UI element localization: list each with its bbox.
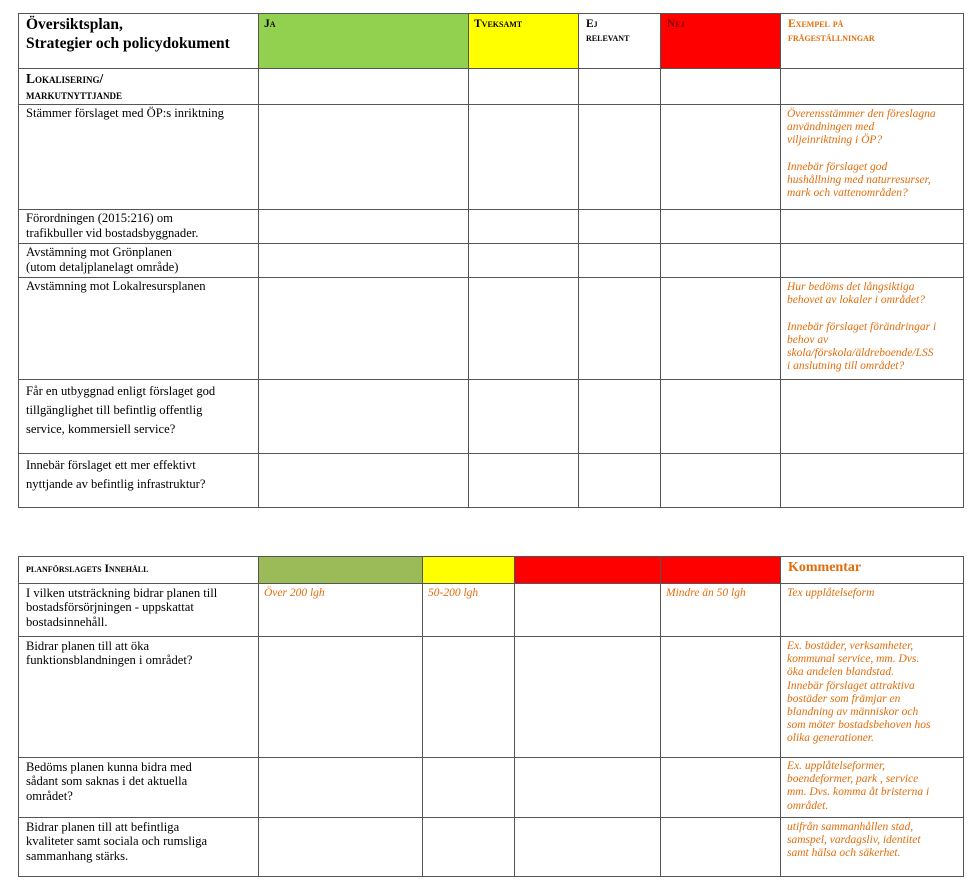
red-header-fill-1: [514, 557, 660, 583]
comment-kvaliteter: utifrån sammanhållen stad, samspel, vardagsliv, identitet samt hälsa och säkerhet.: [787, 821, 921, 860]
oversiktsplan-header: Översiktsplan, Strategier och policydokument: [26, 16, 230, 52]
ej-relevant-header: Ej relevant: [586, 18, 630, 44]
example-op-inriktning: Överensstämmer den föreslagna användningen med viljeinriktning i ÖP? Innebär förslaget god hushållning med naturresurser, mark och vattenområden?: [787, 108, 936, 200]
ja-header-fill: [258, 14, 468, 68]
row-gronplanen: Avstämning mot Grönplanen (utom detaljplanelagt område): [26, 245, 179, 274]
yellow-header-fill: [422, 557, 514, 583]
comment-saknas: Ex. upplåtelseformer, boendeformer, park , service mm. Dvs. komma åt bristerna i området.: [787, 760, 930, 812]
row-lokalresursplanen: Avstämning mot Lokalresursplanen: [26, 279, 206, 293]
option-mindre-50: Mindre än 50 lgh: [666, 587, 746, 599]
tveksamt-header: Tveksamt: [474, 18, 523, 30]
row-bostadsforsorjning: I vilken utsträckning bidrar planen till bostadsförsörjningen - uppskattat bostadsinnehåll.: [26, 586, 218, 629]
red-header-fill-2: [660, 557, 780, 583]
row-op-inriktning: Stämmer förslaget med ÖP:s inriktning: [26, 106, 224, 120]
row-forordningen: Förordningen (2015:216) om trafikbuller vid bostadsbyggnader.: [26, 211, 199, 240]
option-50-200: 50-200 lgh: [428, 587, 479, 599]
nej-header: Nej: [667, 18, 685, 30]
row-kvaliteter: Bidrar planen till att befintliga kvaliteter samt sociala och rumsliga sammanhang stärks.: [26, 820, 208, 863]
ja-header: Ja: [264, 18, 276, 30]
kommentar-header: Kommentar: [788, 560, 862, 575]
row-saknas: Bedöms planen kunna bidra med sådant som saknas i det aktuella området?: [26, 760, 192, 803]
exempel-header: Exempel på frågeställningar: [788, 18, 875, 44]
example-lokalresursplanen: Hur bedöms det långsiktiga behovet av lokaler i området? Innebär förslaget förändringar i behov av skola/förskola/äldreboende/LSS i anslutning till området?: [787, 281, 937, 373]
row-funktionsblandning: Bidrar planen till att öka funktionsblandningen i området?: [26, 639, 193, 668]
row-tillganglighet: Får en utbyggnad enligt förslaget god tillgänglighet till befintlig offentlig service, kommersiell service?: [26, 384, 216, 436]
lokalisering-section-title: Lokalisering/ markutnyttjande: [26, 71, 123, 102]
green-header-fill: [258, 557, 422, 583]
option-over-200: Över 200 lgh: [264, 587, 325, 599]
row-infrastruktur: Innebär förslaget ett mer effektivt nyttjande av befintlig infrastruktur?: [26, 458, 206, 491]
comment-bostadsforsorjning: Tex upplåtelseform: [787, 587, 875, 599]
comment-funktionsblandning: Ex. bostäder, verksamheter, kommunal service, mm. Dvs. öka andelen blandstad. Innebär förslaget attraktiva bostäder som främjar en blandning av människor och som möter bostadsbehoven hos olika generationer.: [787, 640, 931, 745]
planforslag-header: planförslagets Innehåll: [26, 563, 149, 575]
